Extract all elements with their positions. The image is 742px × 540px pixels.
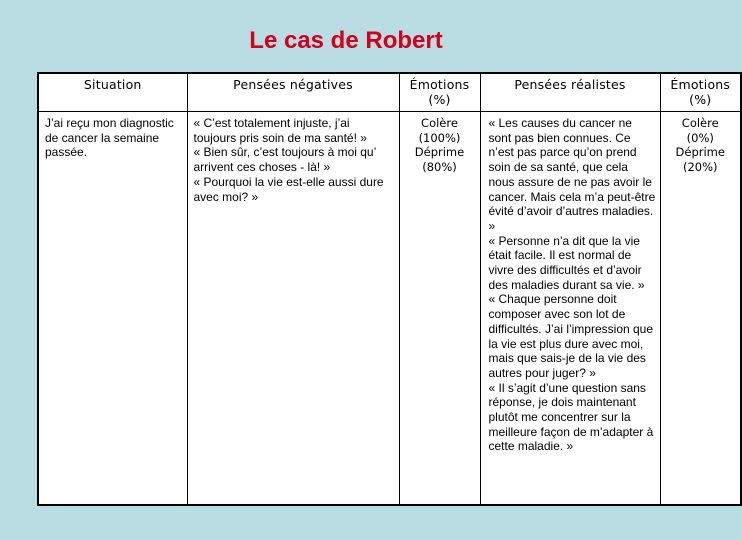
emotion-percent: (80%) (422, 160, 457, 175)
negative-thought: « Pourquoi la vie est-elle aussi dure avec moi? » (193, 174, 384, 204)
header-emotions-before: Émotions (%) (399, 73, 480, 112)
realistic-thought: « Chaque personne doit composer avec son lot de difficultés. J’ai l’impression que la vie est plus dure avec moi, mais que sais-je de la vie des autres pour juger? » (488, 292, 654, 380)
header-realistic-thoughts: Pensées réalistes (480, 73, 660, 112)
cell-emotions-after (660, 112, 741, 506)
emotion-label: Déprime (414, 145, 465, 160)
table-row (38, 112, 741, 506)
cell-negative-thoughts (187, 112, 399, 506)
realistic-thought: « Il s’agit d’une question sans réponse, je dois maintenant plutôt me concentrer sur la meilleure façon de m’adapter à cette maladie. » (488, 380, 654, 454)
negative-thought: « Bien sûr, c’est toujours à moi qu’ arrivent ces choses - là! » (193, 145, 376, 175)
negative-thought: « C’est totalement injuste, j’ai toujours pris soin de ma santé! » (193, 116, 367, 145)
emotion-label: Colère (421, 116, 458, 130)
header-emotions-after: Émotions (%) (660, 73, 741, 112)
page-title: Le cas de Robert (249, 27, 443, 54)
cell-situation: J’ai reçu mon diagnostic de cancer la semaine passée. (38, 112, 187, 506)
emotion-percent: (0%) (686, 130, 714, 145)
emotion-label: Colère (681, 116, 719, 130)
header-negative-thoughts: Pensées négatives (187, 73, 399, 112)
thought-record-table (37, 72, 742, 506)
header-situation: Situation (38, 73, 187, 112)
emotion-percent: (20%) (682, 160, 718, 175)
realistic-thought: « Les causes du cancer ne sont pas bien connues. Ce n’est pas parce qu’on prend soin de sa santé, que cela nous assure de ne pas avoir le cancer. Mais cela m’a peut-être évité d’avoir d’autres maladies. » (488, 116, 656, 233)
cell-emotions-before (399, 112, 480, 506)
emotion-label: Déprime (675, 145, 725, 160)
emotion-percent: (100%) (418, 130, 461, 145)
cell-realistic-thoughts (480, 112, 660, 506)
realistic-thought: « Personne n’a dit que la vie était facile. Il est normal de vivre des difficultés et d’avoir des maladies durant sa vie. » (488, 233, 645, 292)
header-row (38, 73, 741, 112)
